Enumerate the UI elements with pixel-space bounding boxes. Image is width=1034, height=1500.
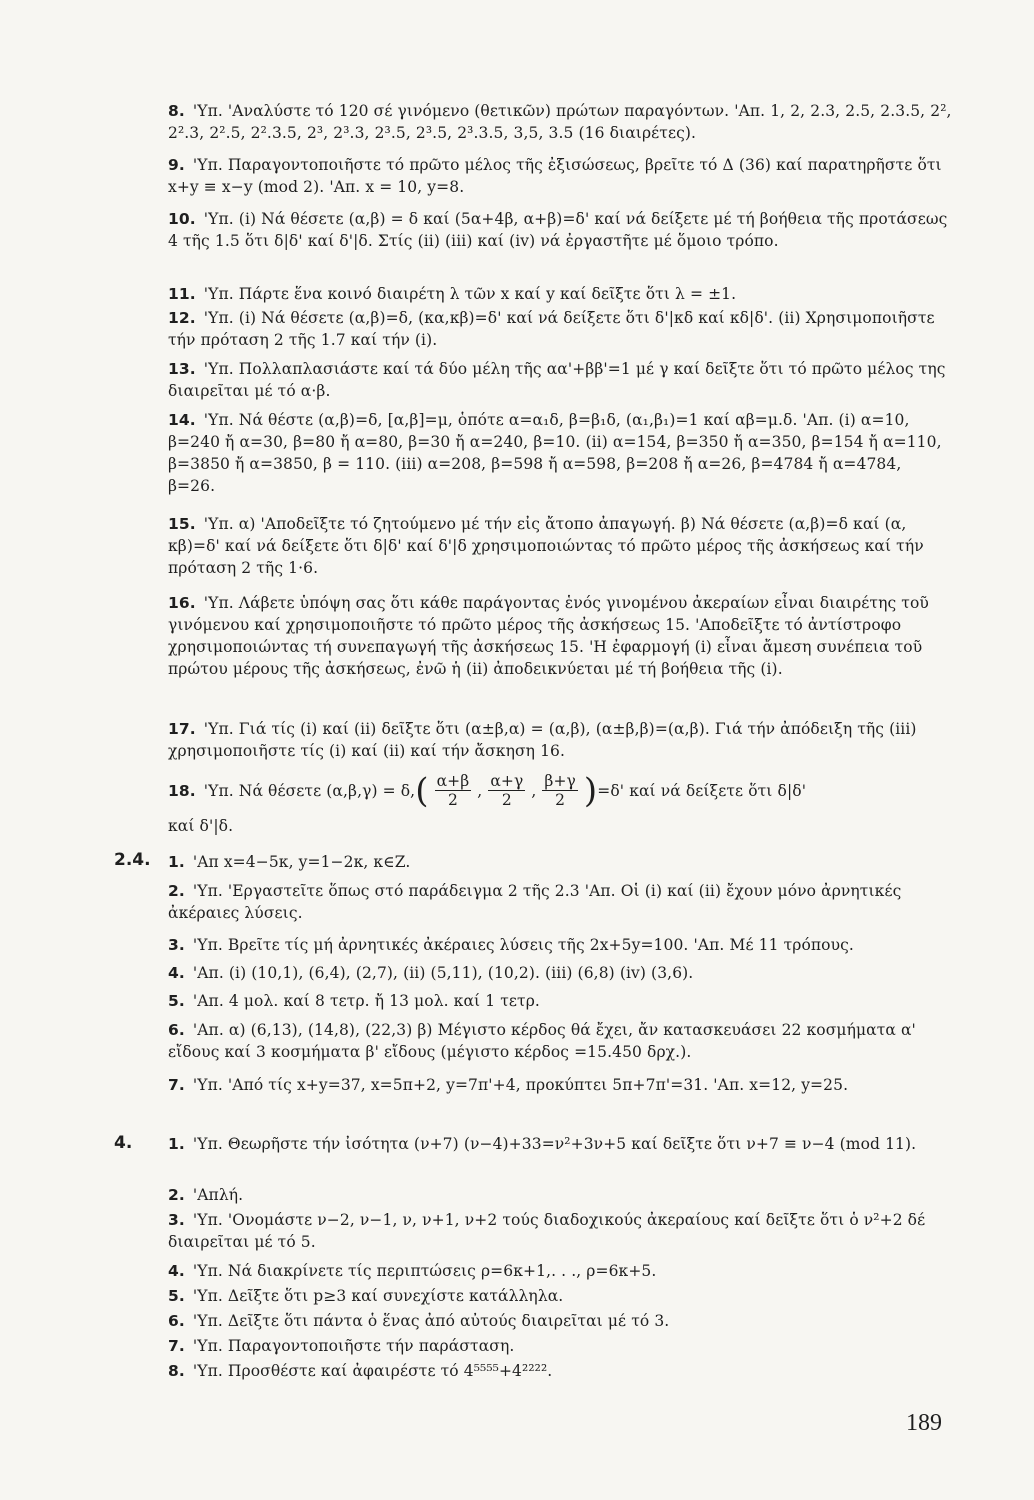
page-number: 189 bbox=[906, 1410, 942, 1436]
answer-number: 2. bbox=[168, 1186, 185, 1204]
answer-13 bbox=[168, 358, 952, 402]
answer-text: 'Υπ. α) 'Αποδεῖξτε τό ζητούμενο μέ τήν εἰς ἄτοπο ἀπαγωγή. β) Νά θέσετε (α,β)=δ καί (α, κβ)=δ' καί νά δείξετε ὅτι δ|δ' καί δ'|δ χρησιμοποιώντας τό πρῶτο μέρος τῆς ἀσκήσεως καί τήν πρόταση 2 τῆς 1·6. bbox=[168, 515, 924, 577]
answer-4-8 bbox=[168, 1360, 952, 1382]
answer-text: 'Υπ. Νά θέσετε (α,β,γ) = δ, bbox=[203, 781, 416, 800]
fraction bbox=[435, 772, 472, 809]
answer-text: 'Απ. α) (6,13), (14,8), (22,3) β) Μέγιστο κέρδος θά ἔχει, ἄν κατασκευάσει 22 κοσμήματα α' εἴδους καί 3 κοσμήματα β' εἴδους (μέγιστο κέρδος =15.450 δρχ.). bbox=[168, 1021, 916, 1061]
answer-text: 'Υπ. (i) Νά θέσετε (α,β)=δ, (κα,κβ)=δ' καί νά δείξετε ὅτι δ'|κδ καί κδ|δ'. (ii) Χρησιμοποιῆστε τήν πρόταση 2 τῆς 1.7 καί τήν (i). bbox=[168, 309, 935, 349]
section-label: 4. bbox=[114, 1133, 133, 1153]
close-paren: ) bbox=[583, 770, 598, 811]
answer-15 bbox=[168, 513, 952, 579]
answer-2-4-7 bbox=[168, 1074, 952, 1096]
answer-number: 7. bbox=[168, 1076, 185, 1094]
answer-number: 8. bbox=[168, 1362, 185, 1380]
answer-number: 3. bbox=[168, 1211, 185, 1229]
answer-number: 4. bbox=[168, 964, 185, 982]
answer-2-4-1 bbox=[168, 851, 952, 873]
answer-text: 'Υπ. Νά θέστε (α,β)=δ, [α,β]=μ, ὁπότε α=α₁δ, β=β₁δ, (α₁,β₁)=1 καί αβ=μ.δ. 'Απ. (i) α=10, β=240 ἤ α=30, β=80 ἤ α=80, β=30 ἤ α=240, β=10. (ii) α=154, β=350 ἤ α=350, β=154 ἤ α=110, β=3850 ἤ α=3850, β = 110. (iii) α=208, β=598 ἤ α=598, β=208 ἤ α=26, β=4784 ἤ α=4784, β=26. bbox=[168, 411, 942, 495]
answer-4-6 bbox=[168, 1310, 952, 1332]
answer-text: 'Υπ. Θεωρῆστε τήν ἰσότητα (ν+7) (ν−4)+33=ν²+3ν+5 καί δεῖξτε ὅτι ν+7 ≡ ν−4 (mod 11). bbox=[192, 1135, 917, 1153]
answer-number: 2. bbox=[168, 882, 185, 900]
answer-number: 18. bbox=[168, 781, 196, 800]
answer-number: 10. bbox=[168, 210, 196, 228]
answer-16 bbox=[168, 592, 952, 680]
answer-number: 5. bbox=[168, 1287, 185, 1305]
answer-number: 6. bbox=[168, 1021, 185, 1039]
answer-8 bbox=[168, 100, 952, 144]
answer-number: 12. bbox=[168, 309, 196, 327]
answer-4-3 bbox=[168, 1209, 952, 1253]
answer-number: 1. bbox=[168, 1135, 185, 1153]
answer-2-4-3 bbox=[168, 934, 952, 956]
answer-4-4 bbox=[168, 1260, 952, 1282]
answer-text: 'Υπ. 'Από τίς x+y=37, x=5π+2, y=7π'+4, προκύπτει 5π+7π'=31. 'Απ. x=12, y=25. bbox=[192, 1076, 849, 1094]
denominator: 2 bbox=[501, 791, 512, 809]
answer-2-4-5 bbox=[168, 990, 952, 1012]
answer-text: 'Υπ. Παραγοντοποιῆστε τήν παράσταση. bbox=[192, 1337, 515, 1355]
fraction bbox=[488, 772, 525, 809]
answer-4-2 bbox=[168, 1184, 952, 1206]
answer-number: 15. bbox=[168, 515, 196, 533]
denominator: 2 bbox=[447, 791, 458, 809]
answer-text: 'Απλή. bbox=[192, 1186, 244, 1204]
answer-text-line2: καί δ'|δ. bbox=[168, 817, 234, 835]
answer-text: 'Υπ. 'Αναλύστε τό 120 σέ γινόμενο (θετικῶν) πρώτων παραγόντων. 'Απ. 1, 2, 2.3, 2.5, 2.3.5, 2², 2².3, 2².5, 2².3.5, 2³, 2³.3, 2³.5, 2³.5, 2³.3.5, 3,5, 3.5 (16 διαιρέτες). bbox=[168, 102, 952, 142]
answer-text: 'Υπ. Βρεῖτε τίς μή ἀρνητικές ἀκέραιες λύσεις τῆς 2x+5y=100. 'Απ. Μέ 11 τρόπους. bbox=[192, 936, 854, 954]
denominator: 2 bbox=[555, 791, 566, 809]
answer-text-tail: =δ' καί νά δείξετε ὅτι δ|δ' bbox=[597, 781, 807, 800]
answer-text: 'Υπ. 'Ονομάστε ν−2, ν−1, ν, ν+1, ν+2 τούς διαδοχικούς ἀκεραίους καί δεῖξτε ὅτι ὁ ν²+2 δέ διαιρεῖται μέ τό 5. bbox=[168, 1211, 926, 1251]
answer-number: 16. bbox=[168, 594, 196, 612]
answer-number: 4. bbox=[168, 1262, 185, 1280]
answer-4-1 bbox=[168, 1133, 952, 1155]
answer-text: 'Υπ. Προσθέστε καί ἀφαιρέστε τό 4⁵⁵⁵⁵+4²²²². bbox=[192, 1362, 553, 1380]
answer-number: 5. bbox=[168, 992, 185, 1010]
section-label: 2.4. bbox=[114, 850, 151, 870]
answer-number: 3. bbox=[168, 936, 185, 954]
answer-text: 'Υπ. Γιά τίς (i) καί (ii) δεῖξτε ὅτι (α±β,α) = (α,β), (α±β,β)=(α,β). Γιά τήν ἀπόδειξη τῆς (iii) χρησιμοποιῆστε τίς (i) καί (ii) καί τήν ἄσκηση 16. bbox=[168, 720, 917, 760]
numerator: β+γ bbox=[544, 772, 576, 790]
answer-number: 1. bbox=[168, 853, 185, 871]
answer-text: 'Υπ. Παραγοντοποιῆστε τό πρῶτο μέλος τῆς ἐξισώσεως, βρεῖτε τό Δ (36) καί παρατηρῆστε ὅτι x+y ≡ x−y (mod 2). 'Απ. x = 10, y=8. bbox=[168, 156, 942, 196]
answer-4-5 bbox=[168, 1285, 952, 1307]
answer-text: 'Απ. 4 μολ. καί 8 τετρ. ἤ 13 μολ. καί 1 τετρ. bbox=[192, 992, 540, 1010]
answer-text: 'Υπ. (i) Νά θέσετε (α,β) = δ καί (5α+4β, α+β)=δ' καί νά δείξετε μέ τή βοήθεια τῆς προτάσεως 4 τῆς 1.5 ὅτι δ|δ' καί δ'|δ. Στίς (ii) (iii) καί (iv) νά ἐργαστῆτε μέ ὅμοιο τρόπο. bbox=[168, 210, 948, 250]
answer-4-7 bbox=[168, 1335, 952, 1357]
answer-12 bbox=[168, 307, 952, 351]
answer-11 bbox=[168, 283, 952, 305]
answer-2-4-2 bbox=[168, 880, 952, 924]
answer-number: 8. bbox=[168, 102, 185, 120]
answer-2-4-4 bbox=[168, 962, 952, 984]
answer-text: 'Υπ. Πάρτε ἕνα κοινό διαιρέτη λ τῶν x καί y καί δεῖξτε ὅτι λ = ±1. bbox=[203, 285, 737, 303]
answer-text: 'Υπ. Δεῖξτε ὅτι p≥3 καί συνεχίστε κατάλληλα. bbox=[192, 1287, 564, 1305]
open-paren: ( bbox=[415, 770, 429, 811]
answer-number: 14. bbox=[168, 411, 196, 429]
answer-text: 'Υπ. 'Εργαστεῖτε ὅπως στό παράδειγμα 2 τῆς 2.3 'Απ. Οἱ (i) καί (ii) ἔχουν μόνο ἀρνητικές ἀκέραιες λύσεις. bbox=[168, 882, 902, 922]
answer-text: 'Απ. (i) (10,1), (6,4), (2,7), (ii) (5,11), (10,2). (iii) (6,8) (iv) (3,6). bbox=[192, 964, 694, 982]
answer-text: 'Απ x=4−5κ, y=1−2κ, κ∈Z. bbox=[192, 853, 411, 871]
answer-9 bbox=[168, 154, 952, 198]
answer-number: 13. bbox=[168, 360, 196, 378]
numerator: α+β bbox=[436, 772, 470, 790]
answer-text: 'Υπ. Λάβετε ὑπόψη σας ὅτι κάθε παράγοντας ἑνός γινομένου ἀκεραίων εἶναι διαιρέτης τοῦ γινόμενου καί χρησιμοποιῆστε τό πρῶτο μέρος τῆς ἀσκήσεως 15. 'Αποδεῖξτε τό ἀντίστροφο χρησιμοποιώντας τή συνεπαγωγή τῆς ἀσκήσεως 15. 'Η ἐφαρμογή (i) εἶναι ἄμεση συνέπεια τοῦ πρώτου μέρους τῆς ἀσκήσεως, ἐνῶ ἡ (ii) ἀποδεικνύεται μέ τή βοήθεια τῆς (i). bbox=[168, 594, 929, 678]
answer-text: 'Υπ. Νά διακρίνετε τίς περιπτώσεις ρ=6κ+1,. . ., ρ=6κ+5. bbox=[192, 1262, 657, 1280]
answer-18: 18. 'Υπ. Νά θέσετε (α,β,γ) = δ, ( $\frac{\alpha+\beta}{2}$ , $\frac{\alpha+\gamma}{2}$ , $\frac{\beta+\gamma}{2}$ ) =δ' καί νά δείξετε ὅτι δ|δ' καί δ'|δ. bbox=[168, 772, 952, 837]
fraction bbox=[542, 772, 578, 809]
answer-2-4-6 bbox=[168, 1019, 952, 1063]
answer-number: 17. bbox=[168, 720, 196, 738]
answer-number: 11. bbox=[168, 285, 196, 303]
answer-10 bbox=[168, 208, 952, 252]
answer-number: 7. bbox=[168, 1337, 185, 1355]
numerator: α+γ bbox=[490, 772, 524, 790]
answer-17 bbox=[168, 718, 952, 762]
answer-text: 'Υπ. Πολλαπλασιάστε καί τά δύο μέλη τῆς αα'+ββ'=1 μέ γ καί δεῖξτε ὅτι τό πρῶτο μέλος της διαιρεῖται μέ τό α·β. bbox=[168, 360, 946, 400]
answer-text: 'Υπ. Δεῖξτε ὅτι πάντα ὁ ἕνας ἀπό αὐτούς διαιρεῖται μέ τό 3. bbox=[192, 1312, 670, 1330]
answer-14 bbox=[168, 409, 952, 497]
answer-number: 9. bbox=[168, 156, 185, 174]
answer-number: 6. bbox=[168, 1312, 185, 1330]
